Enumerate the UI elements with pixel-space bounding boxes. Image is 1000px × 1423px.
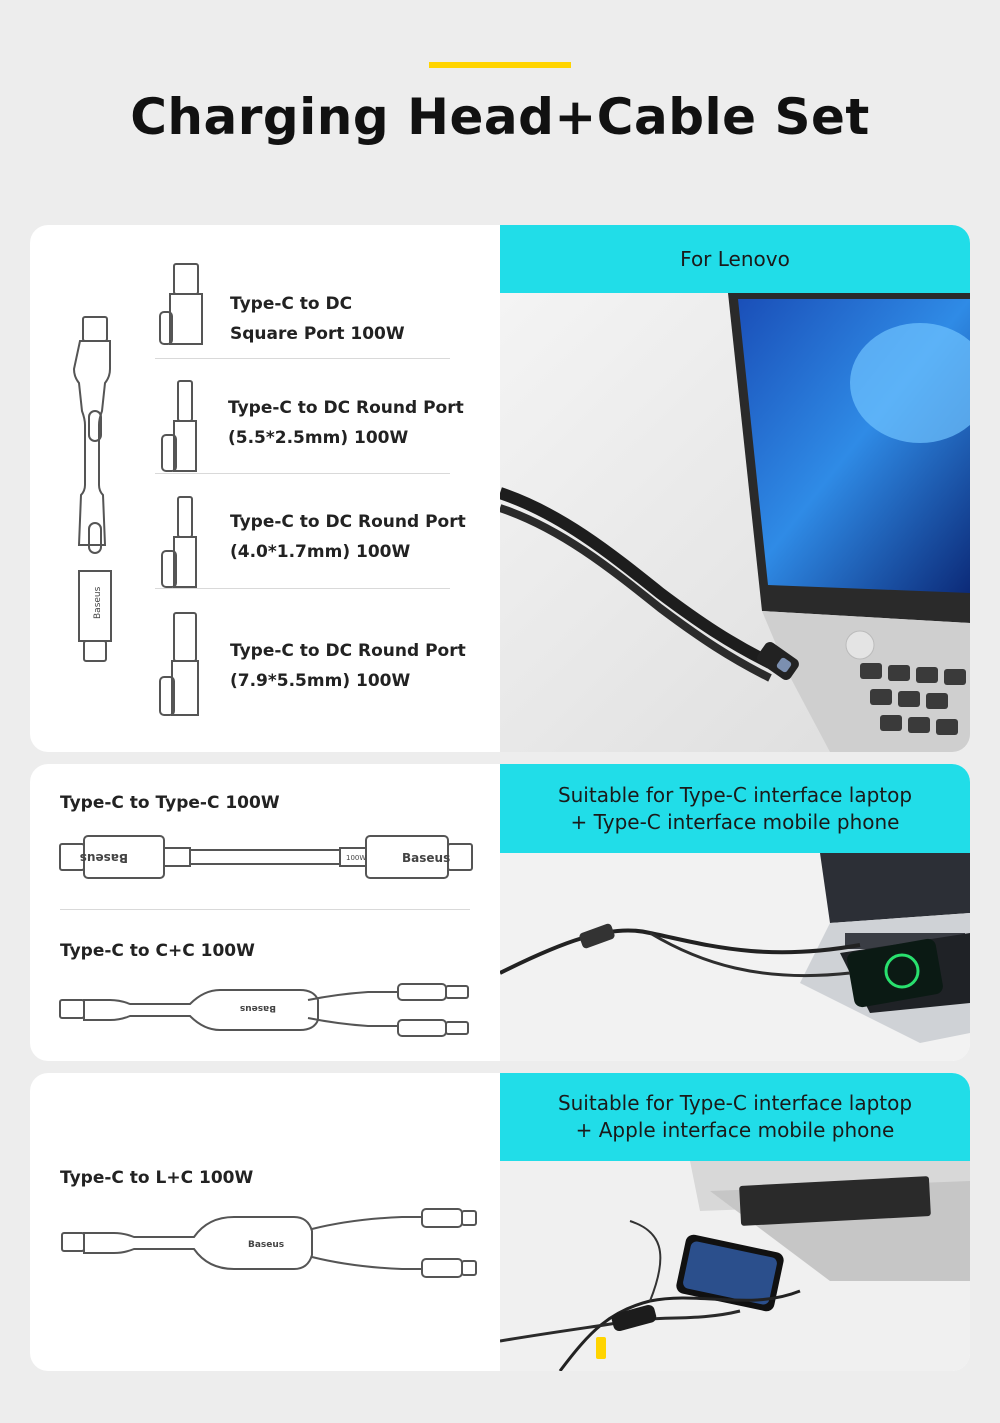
dc-square-adapter-icon — [156, 262, 216, 352]
type-c-cable-panel — [30, 764, 500, 1061]
adapter-divider — [155, 358, 450, 359]
adapter-divider — [155, 473, 450, 474]
dc-round-adapter-icon — [156, 609, 216, 721]
cable-1-brand-right: Baseus — [402, 851, 451, 865]
lenovo-banner: For Lenovo — [500, 225, 970, 293]
lenovo-laptop-photo — [500, 293, 970, 752]
adapter-divider — [155, 588, 450, 589]
apple-banner: Suitable for Type-C interface laptop + Apple interface mobile phone — [500, 1073, 970, 1161]
cable-3-brand: Baseus — [248, 1240, 285, 1250]
dc-round-adapter-icon — [156, 491, 216, 591]
type-c-banner: Suitable for Type-C interface laptop + Type-C interface mobile phone — [500, 764, 970, 853]
apple-photo-panel — [500, 1073, 970, 1371]
adapter-1-label: Type-C to DC Square Port 100W — [230, 294, 405, 344]
cable-1-label: Type-C to Type-C 100W — [60, 793, 280, 813]
apple-laptop-phone-photo — [500, 1161, 970, 1371]
lenovo-adapter-card — [30, 225, 970, 752]
cable-divider — [60, 909, 470, 910]
vertical-cable-brand: Baseus — [93, 586, 103, 619]
cable-3-label: Type-C to L+C 100W — [60, 1168, 254, 1188]
cable-1-tag: 100W — [346, 854, 367, 862]
type-c-to-c-c-cable-illustration — [56, 980, 476, 1040]
apple-phone-card — [30, 1073, 970, 1371]
dc-round-adapter-icon — [156, 375, 216, 475]
cable-1-brand-left: Baseus — [79, 851, 128, 865]
type-c-laptop-phone-photo — [500, 853, 970, 1061]
adapter-2-label: Type-C to DC Round Port (5.5*2.5mm) 100W — [228, 398, 464, 448]
type-c-photo-panel — [500, 764, 970, 1061]
type-c-to-type-c-cable-illustration — [56, 832, 476, 882]
title-accent-bar — [429, 62, 571, 68]
lenovo-photo-panel — [500, 225, 970, 752]
adapter-3-label: Type-C to DC Round Port (4.0*1.7mm) 100W — [230, 512, 466, 562]
type-c-phone-card — [30, 764, 970, 1061]
cable-2-brand: Baseus — [239, 1003, 276, 1013]
cable-2-label: Type-C to C+C 100W — [60, 941, 255, 961]
page-title: Charging Head+Cable Set — [130, 88, 870, 146]
vertical-cable-illustration — [70, 313, 130, 673]
adapter-4-label: Type-C to DC Round Port (7.9*5.5mm) 100W — [230, 641, 466, 691]
type-c-to-l-c-cable-illustration — [60, 1203, 480, 1283]
lightning-cable-panel — [30, 1073, 500, 1371]
adapter-list-panel — [30, 225, 500, 752]
